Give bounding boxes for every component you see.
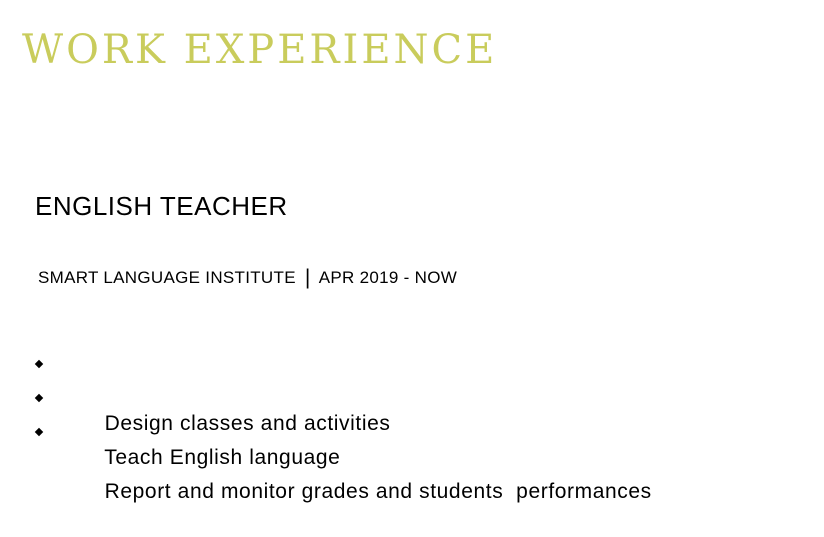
- company-name: SMART LANGUAGE INSTITUTE: [38, 268, 296, 287]
- diamond-bullet-icon: [35, 428, 43, 436]
- section-title: WORK EXPERIENCE: [22, 27, 498, 73]
- job-title: ENGLISH TEACHER: [35, 191, 288, 221]
- duty-text: Report and monitor grades and students performances: [104, 480, 652, 503]
- diamond-bullet-icon: [35, 360, 43, 368]
- meta-separator: |: [304, 266, 311, 289]
- employment-period: APR 2019 - NOW: [318, 268, 458, 287]
- diamond-bullet-icon: [35, 394, 43, 402]
- job-meta: [38, 264, 457, 289]
- duties-list: [34, 349, 652, 503]
- duty-text: Teach English language: [104, 446, 341, 469]
- list-item: [34, 349, 652, 435]
- duty-text: Design classes and activities: [104, 412, 391, 435]
